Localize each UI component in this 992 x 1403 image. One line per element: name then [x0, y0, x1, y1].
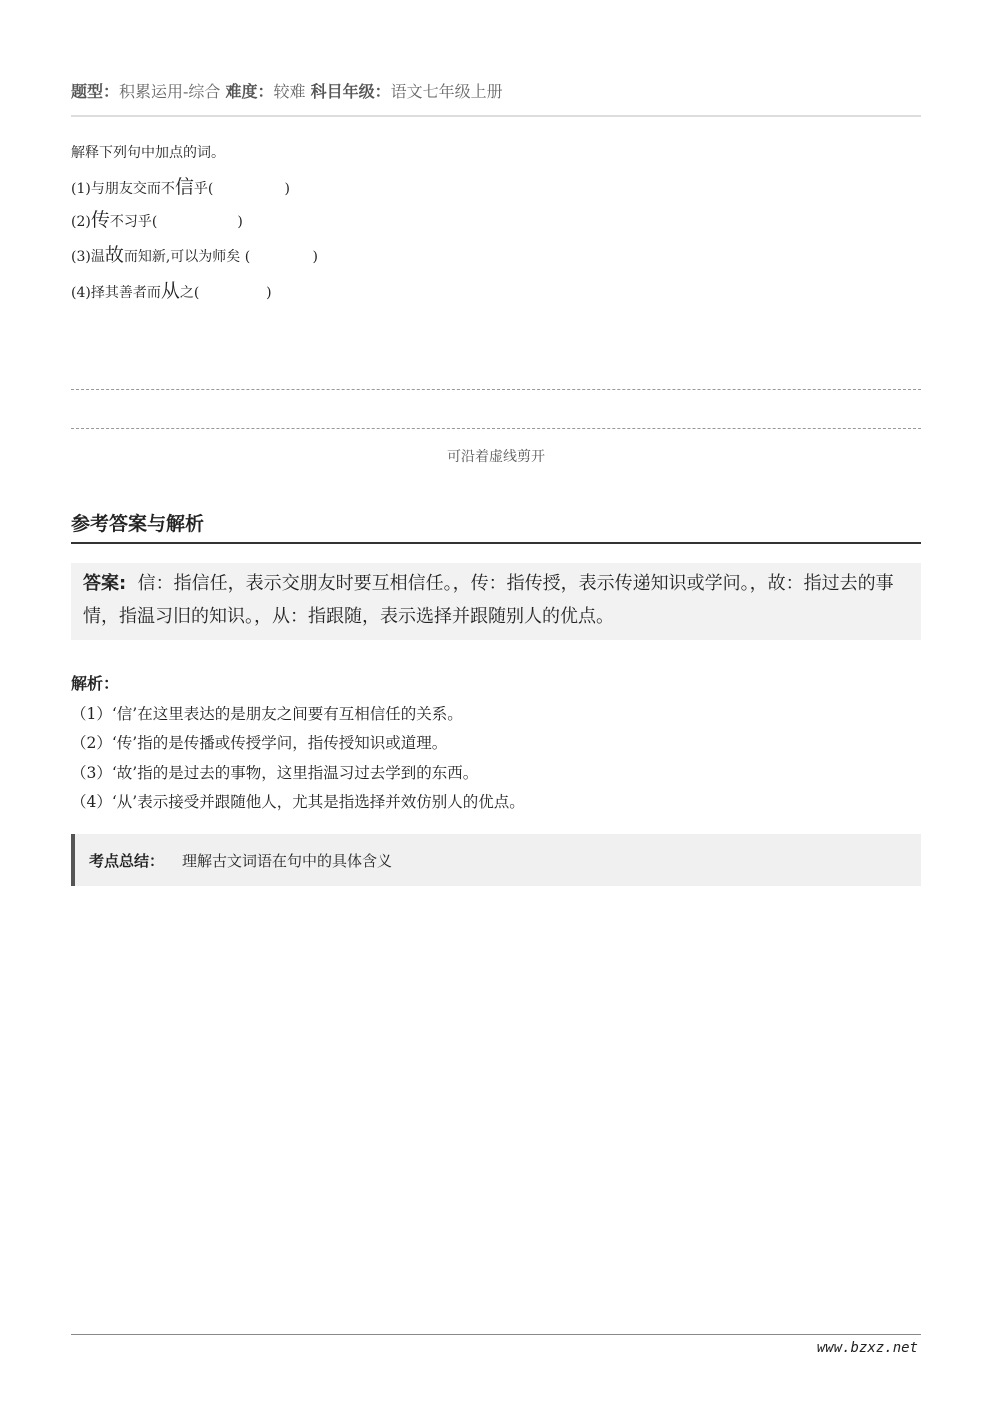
- analysis-line: （3）‘故’指的是过去的事物，这里指温习过去学到的东西。: [71, 764, 479, 782]
- footer-url: www.bzxz.net: [816, 1340, 918, 1356]
- summary-box: [71, 834, 921, 886]
- question-item: [71, 276, 272, 303]
- item-text: (4)择其善者而: [71, 285, 161, 301]
- question-item: [71, 205, 243, 232]
- dotted-word: 故: [104, 244, 124, 266]
- answer-text: 信：指信任，表示交朋友时要互相信任。，传：指传授，表示传递知识或学问。，故：指过去的事情，指温习旧的知识。，从：指跟随，表示选择并跟随别人的优点。: [83, 573, 894, 627]
- dotted-word: 从: [160, 280, 180, 302]
- difficulty-value: 较难: [273, 82, 306, 101]
- summary-text: 理解古文词语在句中的具体含义: [182, 852, 393, 870]
- question-item: [71, 240, 318, 267]
- dotted-word: 信: [174, 176, 194, 198]
- question-item: [71, 172, 290, 199]
- analysis-line: （1）‘信’在这里表达的是朋友之间要有互相信任的关系。: [71, 705, 463, 723]
- item-blank: 乎( ): [193, 181, 290, 197]
- item-text: (3)温: [71, 249, 105, 265]
- analysis-label: 解析：: [71, 674, 120, 693]
- grade-label: 科目年级：: [310, 82, 391, 101]
- item-blank: 不习乎( ): [109, 214, 243, 230]
- analysis-line: （2）‘传’指的是传播或传授学问，指传授知识或道理。: [71, 734, 448, 752]
- divider: [71, 115, 921, 117]
- grade-value: 语文七年级上册: [390, 82, 503, 101]
- type-value: 积累运用-综合: [119, 82, 221, 101]
- answer-box: [71, 563, 921, 640]
- answer-label: 答案:: [83, 573, 127, 594]
- cut-line: [71, 389, 921, 390]
- item-blank: 而知新,可以为师矣 ( ): [123, 249, 318, 265]
- section-title: 参考答案与解析: [71, 513, 205, 535]
- difficulty-label: 难度：: [225, 82, 274, 101]
- divider: [71, 542, 921, 544]
- analysis-line: （4）‘从’表示接受并跟随他人，尤其是指选择并效仿别人的优点。: [71, 793, 525, 811]
- footer-divider: [71, 1334, 921, 1335]
- summary-label: 考点总结：: [89, 852, 165, 870]
- cut-line: [71, 428, 921, 429]
- cut-hint: 可沿着虚线剪开: [447, 449, 545, 465]
- type-label: 题型：: [71, 82, 120, 101]
- item-blank: 之( ): [179, 285, 272, 301]
- question-meta: [71, 79, 503, 102]
- dotted-word: 传: [90, 209, 110, 231]
- item-text: (2): [71, 214, 91, 230]
- item-text: (1)与朋友交而不: [71, 181, 175, 197]
- question-prompt: 解释下列句中加点的词。: [71, 145, 225, 161]
